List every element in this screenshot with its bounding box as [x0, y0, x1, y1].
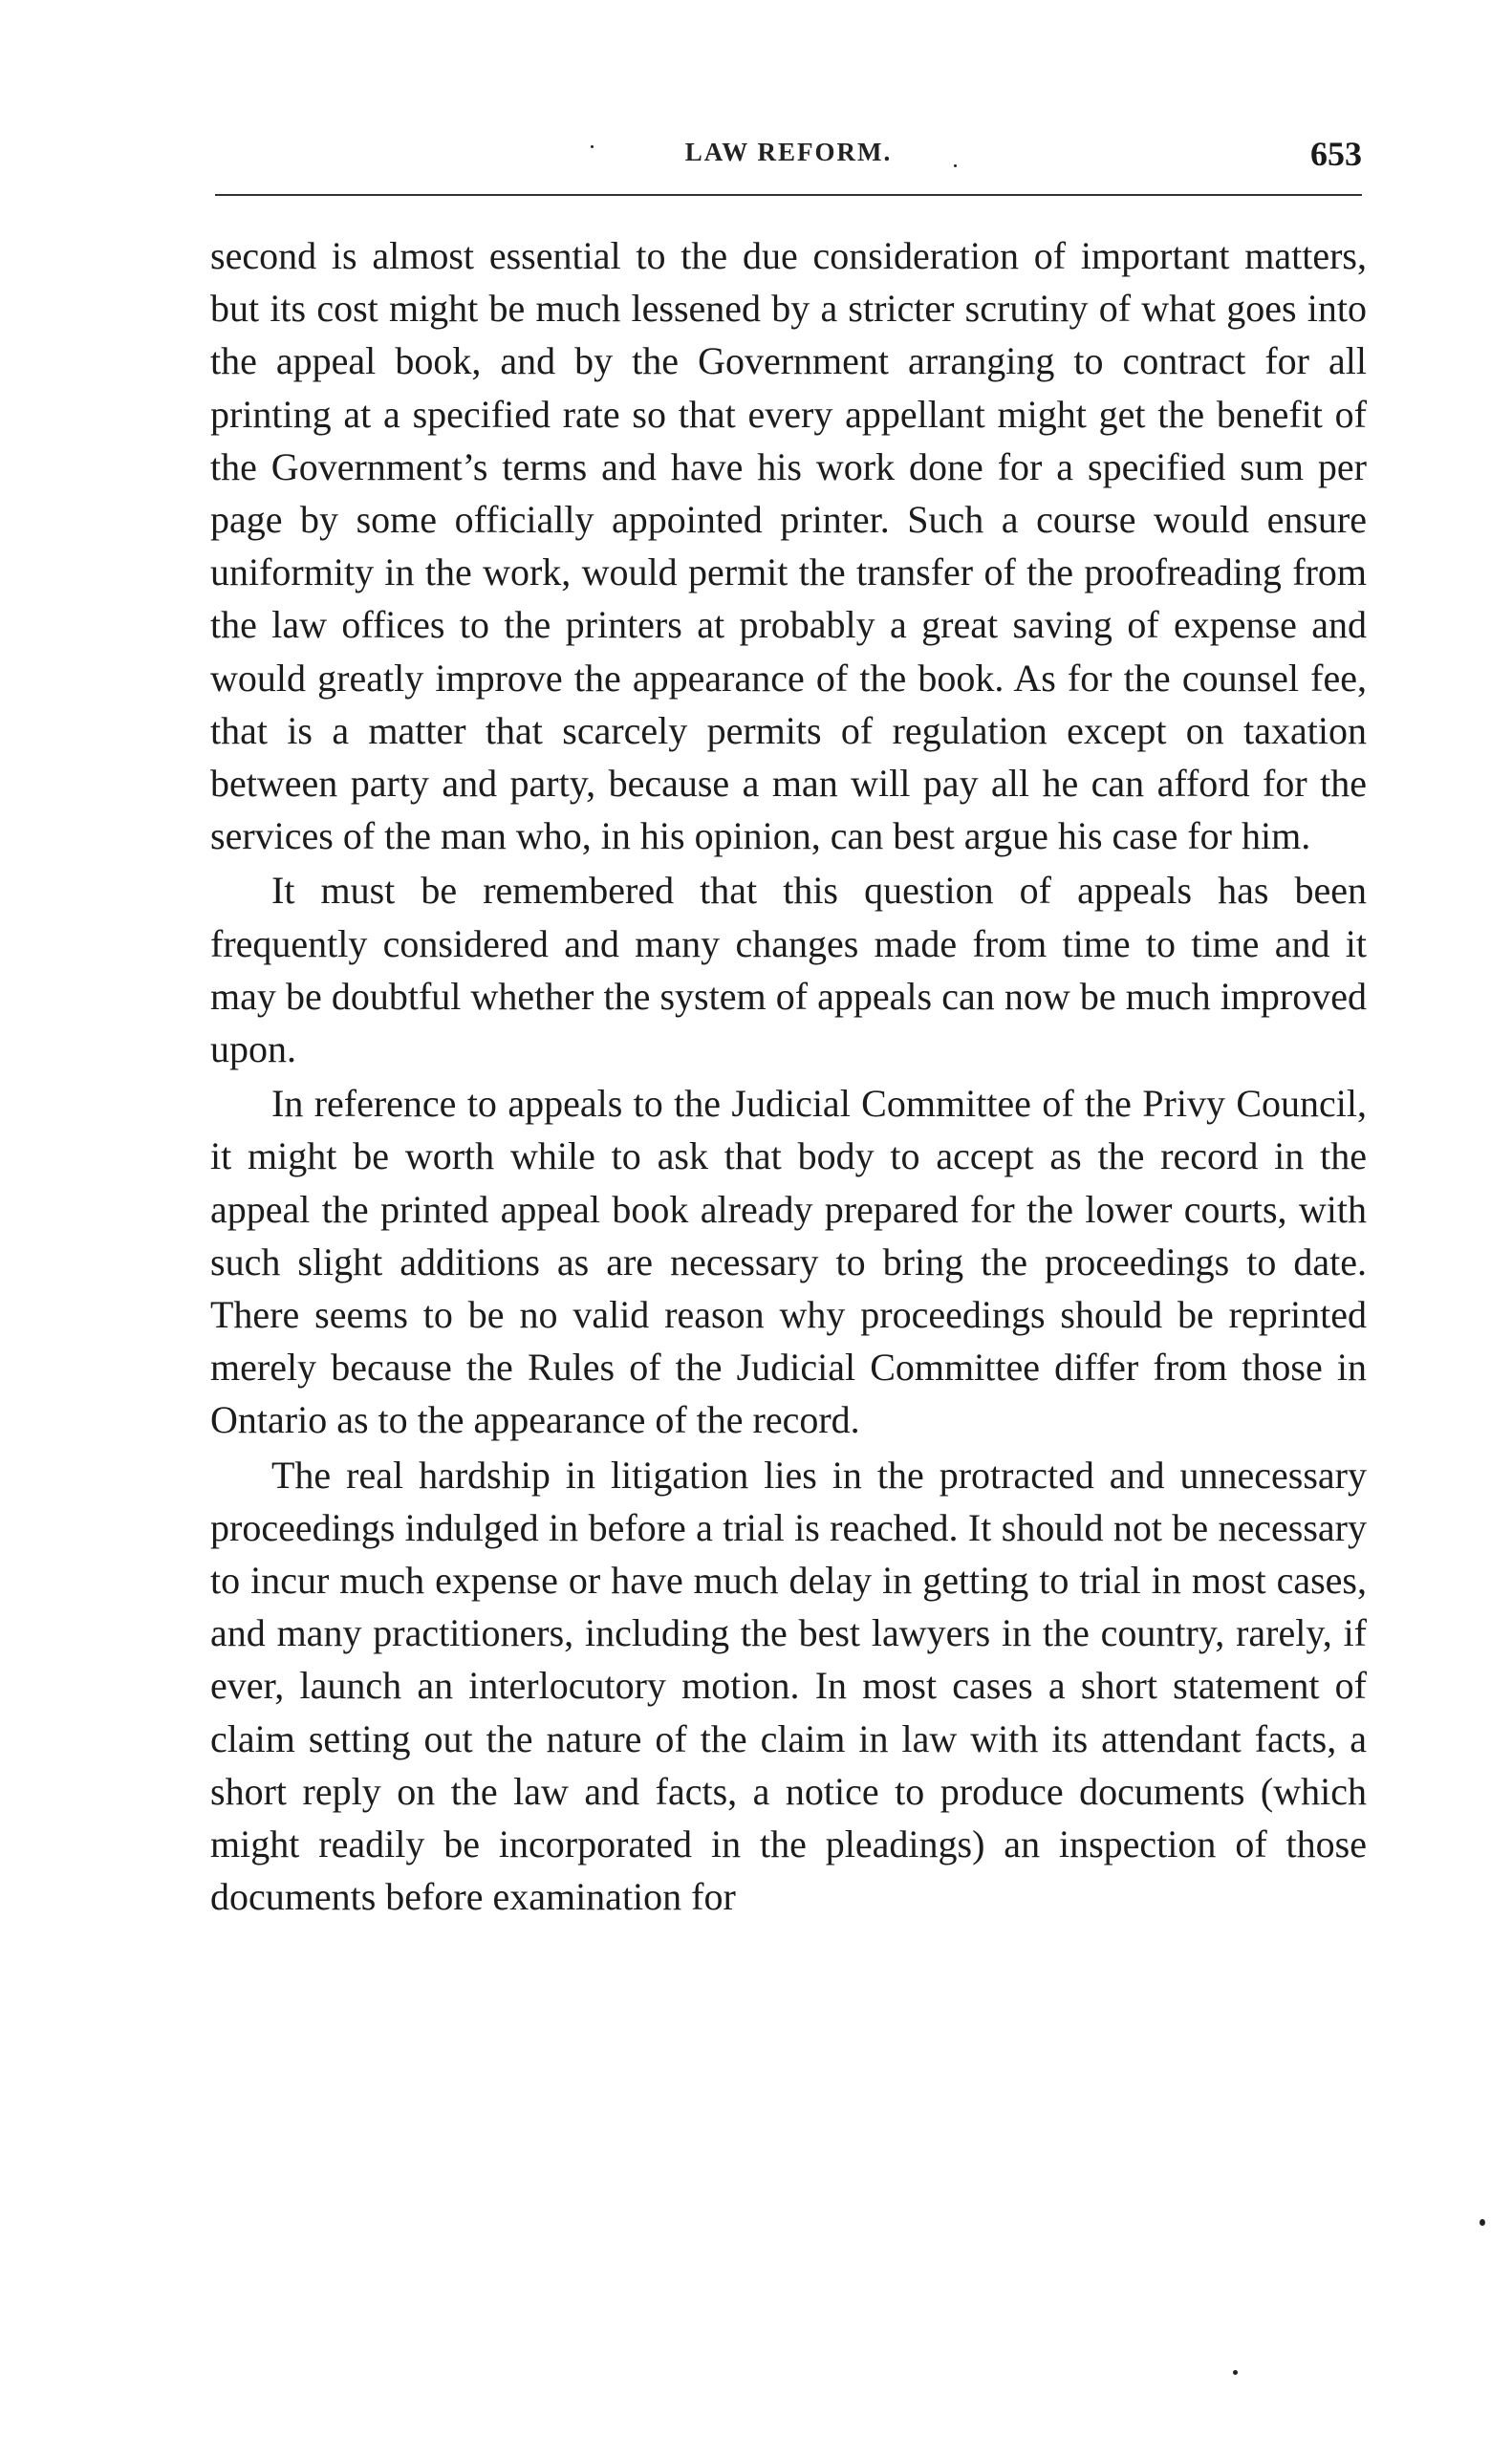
paragraph-4: The real hardship in litigation lies in the protracted and unnecessary proceedings indulged in before a trial is reached. It should not be necessary to incur much expense or have much delay in getting to trial in most cases, and many practitioners, including the best lawyers in the country, rarely, if ever, launch an interlocutory motion. In most cases a short statement of claim setting out the nature of the claim in law with its attendant facts, a short reply on the law and facts, a notice to produce documents (which might readily be incorporated in the pleadings) an inspection of those documents before examination for [210, 1453, 1367, 1919]
scan-speck [1233, 2370, 1238, 2375]
header-rule [215, 194, 1362, 196]
scan-speck [954, 164, 957, 167]
body-text [210, 229, 1367, 1924]
running-head [215, 134, 1362, 182]
page-number: 653 [1310, 135, 1362, 173]
paragraph-1: second is almost essential to the due consideration of important matters, but its cost might be much lessened by a stricter scrutiny of what goes into the appeal book, and by the Government arranging to contract for all printing at a specified rate so that every appellant might get the benefit of the Government’s terms and have his work done for a specified sum per page by some officially appointed printer. Such a course would ensure uniformity in the work, would permit the transfer of the proofreading from the law offices to the printers at probably a great saving of expense and would greatly improve the appearance of the book. As for the counsel fee, that is a matter that scarcely permits of regulation except on taxation between party and party, because a man will pay all he can afford for the services of the man who, in his opinion, can best argue his case for him. [210, 234, 1367, 858]
scan-speck [1480, 2219, 1485, 2226]
paragraph-2: It must be remembered that this question of appeals has been frequently considered and many changes made from time to time and it may be doubtful whether the system of appeals can now be much improved upon. [210, 869, 1367, 1071]
running-title: LAW REFORM. [684, 138, 893, 166]
paragraph-3: In reference to appeals to the Judicial Committee of the Privy Council, it might be worth while to ask that body to accept as the record in the appeal the printed appeal book already prepared for the lower courts, with such slight additions as are necessary to bring the proceedings to date. There seems to be no valid reason why proceedings should be reprinted merely because the Rules of the Judicial Committee differ from those in Ontario as to the appearance of the record. [210, 1082, 1367, 1442]
scan-speck [591, 145, 594, 148]
